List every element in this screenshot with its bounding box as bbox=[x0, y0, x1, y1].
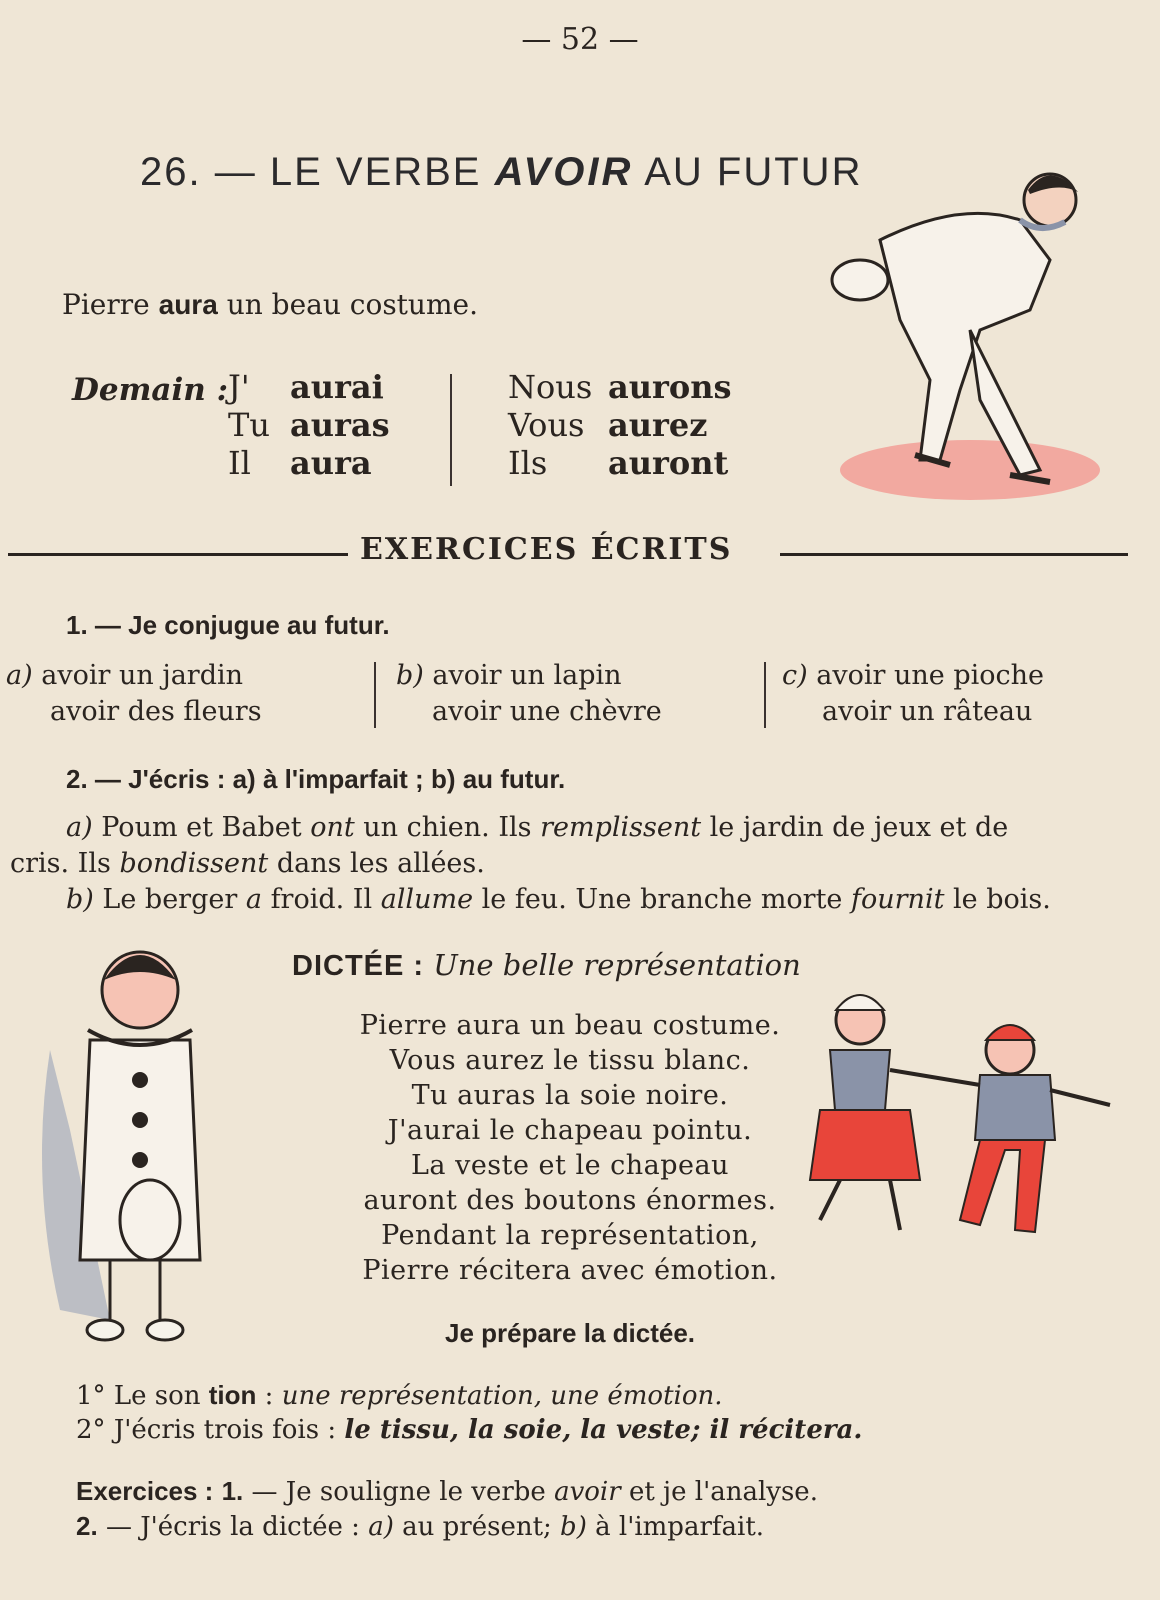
conjugation-plural bbox=[508, 368, 731, 482]
text-run: dans les allées. bbox=[276, 848, 485, 879]
text-run: le jardin de jeux et de bbox=[709, 812, 1009, 843]
item-label: a) bbox=[368, 1512, 394, 1542]
shadow-shape bbox=[840, 440, 1100, 500]
pierrot-standing-illustration bbox=[30, 930, 250, 1370]
conjugation-divider bbox=[450, 374, 452, 486]
verb-form: auront bbox=[608, 444, 729, 482]
item-label: b) bbox=[560, 1512, 587, 1542]
item-label: a) bbox=[66, 812, 93, 843]
verb-form: auras bbox=[290, 406, 390, 444]
column-line: avoir une chèvre bbox=[432, 696, 662, 727]
example-before: Pierre bbox=[62, 288, 150, 321]
exercise-2-line-a-cont bbox=[10, 846, 1130, 882]
verb-italic: remplissent bbox=[540, 812, 702, 843]
exercise-1-column-a bbox=[6, 658, 262, 730]
pronoun: Tu bbox=[228, 406, 270, 444]
exercise-1-column-c bbox=[782, 658, 1044, 730]
text-run: — J'écris la dictée : bbox=[105, 1512, 360, 1542]
dictee-line: Tu auras la soie noire. bbox=[411, 1080, 729, 1111]
column-line: avoir une pioche bbox=[816, 660, 1044, 691]
verb-italic: bondissent bbox=[119, 848, 269, 879]
exercise-1-column-b bbox=[396, 658, 662, 730]
sound-bold: tion bbox=[208, 1380, 257, 1410]
boy-trousers bbox=[960, 1140, 1045, 1232]
verb-italic: fournit bbox=[851, 884, 945, 915]
page-number: — 52 — bbox=[521, 22, 639, 57]
title-verb: AVOIR bbox=[494, 150, 634, 194]
dictee-subtitle: Une belle représentation bbox=[433, 948, 801, 982]
text-run: Le son bbox=[113, 1381, 201, 1411]
costume-button bbox=[132, 1072, 148, 1088]
costume-button bbox=[132, 1152, 148, 1168]
exercise-2-title: 2. — J'écris : a) à l'imparfait ; b) au futur. bbox=[66, 764, 566, 794]
preparation-title: Je prépare la dictée. bbox=[444, 1318, 696, 1348]
column-line: avoir un lapin bbox=[432, 660, 622, 691]
lesson-number: 26. — bbox=[140, 150, 257, 194]
item-number: 2° bbox=[76, 1415, 106, 1445]
text-run: cris. Ils bbox=[10, 848, 111, 879]
column-line: avoir un râteau bbox=[822, 696, 1033, 727]
lesson-title bbox=[140, 150, 862, 195]
preparation-list bbox=[76, 1378, 1136, 1447]
dictee-line: Pierre récitera avec émotion. bbox=[362, 1255, 778, 1286]
title-after: AU FUTUR bbox=[644, 150, 863, 194]
column-label: a) bbox=[6, 660, 33, 691]
verb-form: aura bbox=[290, 444, 372, 482]
pronoun: Nous bbox=[508, 368, 593, 406]
conjugation-row bbox=[228, 368, 390, 406]
text-run: au présent; bbox=[402, 1512, 552, 1542]
preparation-item-2 bbox=[76, 1413, 1136, 1447]
final-exercise-1 bbox=[76, 1474, 1136, 1509]
legs bbox=[110, 1260, 160, 1320]
rule-right bbox=[780, 553, 1128, 556]
text-run: Poum et Babet bbox=[101, 812, 302, 843]
verb-italic: a bbox=[245, 884, 262, 915]
example-sentence bbox=[62, 288, 478, 321]
text-run: froid. Il bbox=[270, 884, 373, 915]
exercises-label: Exercices : bbox=[76, 1476, 214, 1506]
conjugation-row bbox=[228, 406, 390, 444]
text-run: — Je souligne le verbe bbox=[251, 1477, 546, 1507]
column-line: avoir un jardin bbox=[41, 660, 244, 691]
dictee-line: Pendant la représentation, bbox=[381, 1220, 759, 1251]
costume-body bbox=[880, 213, 1050, 460]
exercise-2-line-a bbox=[10, 810, 1130, 846]
pronoun: Ils bbox=[508, 444, 548, 482]
final-exercises bbox=[76, 1474, 1136, 1544]
text-run: J'écris trois fois : bbox=[113, 1415, 337, 1445]
text-run: et je l'analyse. bbox=[628, 1477, 818, 1507]
column-divider bbox=[374, 662, 376, 728]
column-label: c) bbox=[782, 660, 808, 691]
dictee-line: J'aurai le chapeau pointu. bbox=[387, 1115, 753, 1146]
verb-italic: avoir bbox=[554, 1477, 621, 1507]
text-run: le bois. bbox=[953, 884, 1051, 915]
shoe bbox=[87, 1320, 123, 1340]
example-words: une représentation, une émotion. bbox=[281, 1381, 723, 1411]
dictee-text bbox=[290, 1008, 850, 1288]
dictee-line: Vous aurez le tissu blanc. bbox=[389, 1045, 751, 1076]
conjugation-singular bbox=[228, 368, 390, 482]
final-exercise-2 bbox=[76, 1509, 1136, 1544]
dictee-title bbox=[292, 948, 801, 983]
verb-italic: allume bbox=[380, 884, 474, 915]
dictee-line: La veste et le chapeau bbox=[410, 1150, 730, 1181]
conjugation-row bbox=[508, 368, 731, 406]
dictee-label: DICTÉE : bbox=[292, 950, 425, 982]
hat-in-hands bbox=[120, 1180, 180, 1260]
conjugation-row bbox=[228, 444, 390, 482]
column-label: b) bbox=[396, 660, 424, 691]
verb-form: aurez bbox=[608, 406, 708, 444]
preparation-item-1 bbox=[76, 1378, 1136, 1413]
example-bold-verb: aura bbox=[158, 289, 218, 320]
shoe bbox=[147, 1320, 183, 1340]
section-header bbox=[0, 532, 1160, 572]
section-title: EXERCICES ÉCRITS bbox=[360, 532, 733, 567]
text-run: à l'imparfait. bbox=[595, 1512, 765, 1542]
boy-cap bbox=[986, 1025, 1034, 1040]
text-run: Le berger bbox=[102, 884, 238, 915]
dictee-line: Pierre aura un beau costume. bbox=[359, 1010, 781, 1041]
exercise-2-text bbox=[10, 810, 1130, 918]
verb-italic: ont bbox=[310, 812, 355, 843]
title-before: LE VERBE bbox=[269, 150, 482, 194]
verb-form: aurons bbox=[608, 368, 732, 406]
costume-button bbox=[132, 1112, 148, 1128]
column-divider bbox=[764, 662, 766, 728]
verb-form: aurai bbox=[290, 368, 384, 406]
hat-in-hand bbox=[832, 260, 888, 300]
item-number: 1. bbox=[221, 1476, 244, 1506]
conjugation-label: Demain : bbox=[72, 372, 229, 408]
item-number: 2. bbox=[76, 1511, 98, 1541]
exercise-1-title: 1. — Je conjugue au futur. bbox=[66, 610, 390, 640]
exercise-2-line-b bbox=[10, 882, 1130, 918]
conjugation-row bbox=[508, 406, 731, 444]
pronoun: Il bbox=[228, 444, 251, 482]
pronoun: J' bbox=[228, 368, 250, 406]
dictee-line: auront des boutons énormes. bbox=[363, 1185, 777, 1216]
text-run: le feu. Une branche morte bbox=[481, 884, 843, 915]
pronoun: Vous bbox=[508, 406, 585, 444]
conjugation-row bbox=[508, 444, 731, 482]
boy-jacket bbox=[975, 1075, 1055, 1140]
words-to-copy: le tissu, la soie, la veste; il récitera. bbox=[344, 1415, 863, 1445]
column-line: avoir des fleurs bbox=[50, 696, 262, 727]
item-label: b) bbox=[66, 884, 94, 915]
rule-left bbox=[8, 553, 348, 556]
pierrot-bowing-illustration bbox=[820, 160, 1120, 520]
example-after: un beau costume. bbox=[226, 288, 478, 321]
text-run: un chien. Ils bbox=[363, 812, 532, 843]
item-number: 1° bbox=[76, 1381, 106, 1411]
text-run: : bbox=[264, 1381, 274, 1411]
